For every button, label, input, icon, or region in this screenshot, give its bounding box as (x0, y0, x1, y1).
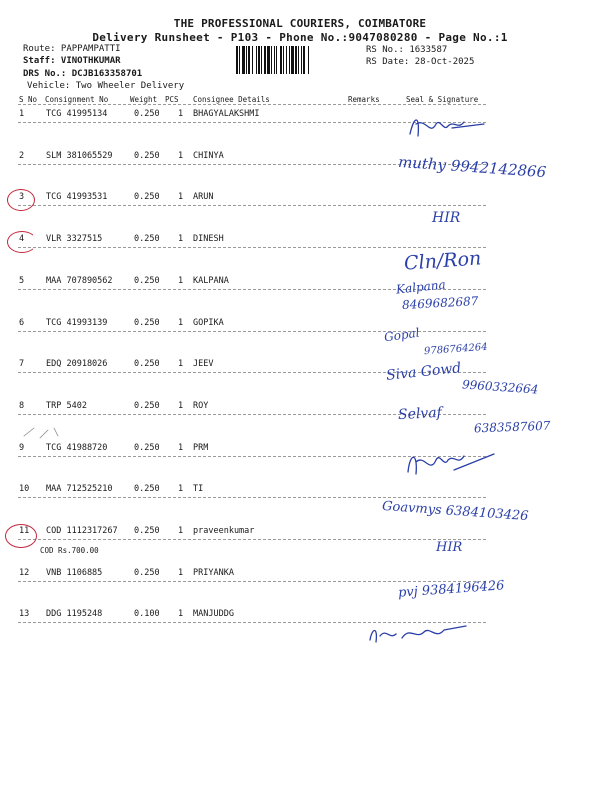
cell-pcs: 1 (178, 359, 184, 369)
col-remarks: Remarks (348, 95, 380, 104)
cell-weight: 0.250 (134, 234, 160, 244)
cell-weight: 0.250 (134, 443, 160, 453)
cell-sno: 7 (19, 359, 25, 369)
cod-amount: COD Rs.700.00 (40, 546, 99, 555)
drs-number: DRS No.: DCJB163358701 (23, 69, 143, 79)
cell-weight: 0.250 (134, 359, 160, 369)
cell-weight: 0.250 (134, 109, 160, 119)
cell-weight: 0.250 (134, 568, 160, 578)
cell-consignment: TCG 41993139 (46, 318, 108, 328)
circle-mark-row-11 (5, 524, 37, 548)
handwritten-row-5-name: Kalpana (395, 277, 447, 297)
cell-consignment: EDQ 20918026 (46, 359, 108, 369)
handwritten-row-7-name: Siva Gowd (385, 360, 462, 384)
cell-pcs: 1 (178, 443, 184, 453)
cell-weight: 0.250 (134, 276, 160, 286)
handwritten-row-11-hir: HIR (436, 540, 463, 555)
handwritten-row-13: pvj 9384196426 (397, 578, 505, 601)
signature-row-9 (398, 446, 498, 486)
cell-consignee: BHAGYALAKSHMI (193, 109, 260, 119)
cell-consignment: MAA 712525210 (46, 484, 113, 494)
handwritten-row-2: muthy 9942142866 (397, 152, 547, 182)
barcode (236, 46, 362, 74)
cell-consignee: JEEV (193, 359, 214, 369)
col-weight: Weight (130, 95, 158, 104)
cell-consignee: MANJUDDG (193, 609, 234, 619)
cell-consignee: ARUN (193, 192, 214, 202)
cell-pcs: 1 (178, 234, 184, 244)
col-sno: S No (19, 95, 38, 104)
cell-pcs: 1 (178, 276, 184, 286)
handwritten-row-7-phone: 9960332664 (461, 377, 539, 397)
vehicle-label: Vehicle: Two Wheeler Delivery (27, 81, 185, 91)
signature-row-1 (400, 112, 490, 146)
cell-consignee: praveenkumar (193, 526, 255, 536)
pencil-mark (20, 422, 70, 442)
cell-consignment: COD 1112317267 (46, 526, 118, 536)
cell-pcs: 1 (178, 401, 184, 411)
rs-date: RS Date: 28-Oct-2025 (366, 57, 475, 67)
cell-consignee: PRM (193, 443, 209, 453)
circle-mark-row-4 (7, 231, 37, 253)
cell-sno: 10 (19, 484, 30, 494)
cell-sno: 6 (19, 318, 25, 328)
row-divider (18, 497, 486, 498)
cell-weight: 0.250 (134, 318, 160, 328)
cell-consignment: DDG 1195248 (46, 609, 103, 619)
cell-pcs: 1 (178, 609, 184, 619)
handwritten-row-5-phone: 8469682687 (401, 294, 479, 312)
cell-weight: 0.250 (134, 526, 160, 536)
handwritten-row-11: Goavmys 6384103426 (381, 498, 529, 525)
cell-pcs: 1 (178, 484, 184, 494)
handwritten-row-6-phone: 9786764264 (423, 341, 488, 358)
cell-weight: 0.250 (134, 151, 160, 161)
cell-weight: 0.100 (134, 609, 160, 619)
cell-consignment: TCG 41988720 (46, 443, 108, 453)
cell-weight: 0.250 (134, 401, 160, 411)
cell-consignment: SLM 381065529 (46, 151, 113, 161)
route-label: Route: PAPPAMPATTI (23, 44, 121, 54)
row-divider (18, 247, 486, 248)
cell-weight: 0.250 (134, 484, 160, 494)
rs-number: RS No.: 1633587 (366, 45, 448, 55)
cell-consignment: TRP 5402 (46, 401, 87, 411)
cell-consignment: VLR 3327515 (46, 234, 103, 244)
handwritten-row-8-name: Selvaf (397, 404, 443, 424)
runsheet-subtitle: Delivery Runsheet - P103 - Phone No.:9047080280 - Page No.:1 (92, 31, 508, 44)
cell-sno: 1 (19, 109, 25, 119)
cell-sno: 5 (19, 276, 25, 286)
cell-consignee: TI (193, 484, 204, 494)
cell-sno: 11 (19, 526, 30, 536)
col-pcs: PCS (165, 95, 179, 104)
cell-consignment: TCG 41995134 (46, 109, 108, 119)
cell-pcs: 1 (178, 109, 184, 119)
signature-row-13 (362, 618, 472, 648)
cell-consignment: VNB 1106885 (46, 568, 103, 578)
handwritten-row-8-phone: 6383587607 (473, 418, 551, 436)
cell-consignee: DINESH (193, 234, 224, 244)
cell-sno: 3 (19, 192, 25, 202)
cell-consignee: CHINYA (193, 151, 224, 161)
cell-weight: 0.250 (134, 192, 160, 202)
cell-pcs: 1 (178, 192, 184, 202)
row-divider (18, 539, 486, 540)
cell-pcs: 1 (178, 526, 184, 536)
cell-pcs: 1 (178, 568, 184, 578)
company-title: THE PROFESSIONAL COURIERS, COIMBATORE (173, 17, 427, 30)
header-divider (18, 104, 486, 105)
cell-sno: 13 (19, 609, 30, 619)
handwritten-row-3: HIR (432, 210, 461, 226)
row-divider (18, 205, 486, 206)
cell-consignee: GOPIKA (193, 318, 224, 328)
row-divider (18, 581, 486, 582)
cell-sno: 4 (19, 234, 25, 244)
handwritten-row-4: Cln/Ron (403, 247, 482, 275)
cell-sno: 8 (19, 401, 25, 411)
cell-sno: 2 (19, 151, 25, 161)
cell-sno: 12 (19, 568, 30, 578)
cell-consignment: TCG 41993531 (46, 192, 108, 202)
cell-sno: 9 (19, 443, 25, 453)
cell-consignment: MAA 707890562 (46, 276, 113, 286)
circle-mark-row-3 (7, 189, 35, 211)
cell-consignee: PRIYANKA (193, 568, 234, 578)
cell-consignee: KALPANA (193, 276, 229, 286)
cell-pcs: 1 (178, 151, 184, 161)
cell-consignee: ROY (193, 401, 209, 411)
handwritten-row-6-name: Gopal (383, 325, 421, 345)
col-seal-signature: Seal & Signature (406, 95, 479, 104)
staff-label: Staff: VINOTHKUMAR (23, 56, 121, 66)
col-consignee: Consignee Details (193, 95, 270, 104)
col-consignment: Consignment No (45, 95, 109, 104)
cell-pcs: 1 (178, 318, 184, 328)
